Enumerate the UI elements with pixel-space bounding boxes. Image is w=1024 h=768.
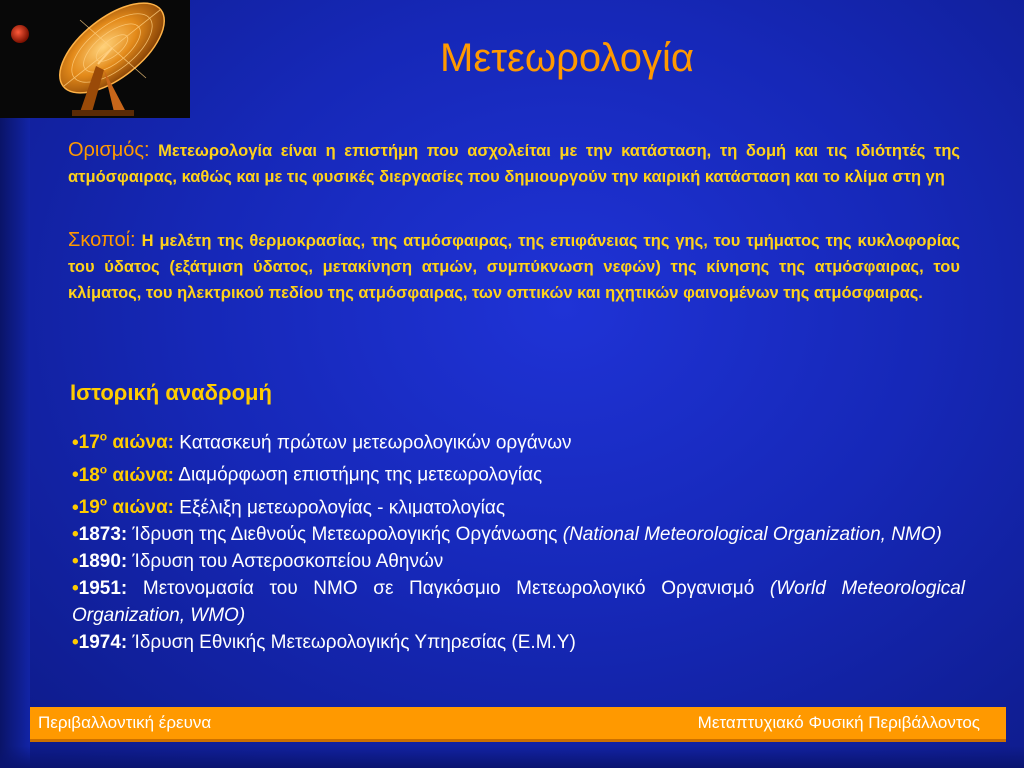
list-item-text: Εξέλιξη μετεωρολογίας - κλιματολογίας (174, 496, 506, 518)
bullet: • (72, 496, 79, 518)
list-item (72, 521, 965, 548)
bullet: • (72, 523, 79, 545)
list-item (72, 548, 965, 575)
list-item-text: Ίδρυση της Διεθνούς Μετεωρολογικής Οργάνωσης (127, 523, 563, 545)
bullet: • (72, 550, 79, 572)
century-label: $18^o$ αιώνα: (78, 462, 175, 486)
footer-left-text: Περιβαλλοντική έρευνα (38, 713, 212, 732)
history-list (72, 424, 965, 656)
definition-paragraph (68, 137, 960, 190)
aims-label: Σκοποί: (68, 229, 136, 251)
list-item-text: Ίδρυση του Αστεροσκοπείου Αθηνών (127, 550, 444, 572)
aims-paragraph (68, 227, 960, 306)
year-label: 1951: (78, 577, 128, 599)
page-title: Μετεωρολογία (440, 36, 694, 80)
list-item-text: Μετονομασία του NMO σε Παγκόσμιο Μετεωρολογικό Οργανισμό (127, 577, 770, 599)
english-name: (National Meteorological Organization, NMO) (562, 523, 942, 545)
century-label: $19^o$ αιώνα: (78, 494, 175, 518)
list-item-text: Διαμόρφωση επιστήμης της μετεωρολογίας (174, 464, 543, 486)
list-item (72, 489, 965, 521)
list-item (72, 424, 965, 456)
century-label: $17^o$ αιώνα: (78, 430, 175, 454)
definition-label: Ορισμός: (68, 139, 150, 161)
list-item (72, 629, 965, 656)
list-item-text: Ίδρυση Εθνικής Μετεωρολογικής Υπηρεσίας (Ε.Μ.Υ) (127, 631, 576, 653)
year-label: 1890: (78, 550, 128, 572)
bullet: • (72, 577, 79, 599)
history-heading: Ιστορική αναδρομή (70, 380, 272, 405)
english-name: (World Meteorological Organization, WMO) (72, 577, 965, 626)
bullet: • (72, 464, 79, 486)
bullet: • (72, 631, 79, 653)
footer-bar (30, 707, 1006, 742)
footer-right-text: Μεταπτυχιακό Φυσική Περιβάλλοντος (697, 713, 980, 732)
aims-text: Η μελέτη της θερμοκρασίας, της ατμόσφαιρας, της επιφάνειας της γης, του τμήματος της κυκλοφορίας του ύδατος (εξάτμιση ύδατος, μετακίνηση ατμών, συμπύκνωση νεφών) της κίνησης της ατμόσφαιρας, του κλίματος, του ηλεκτρικού πεδίου της ατμόσφαιρας, των οπτικών και ηχητικών φαινομένων της ατμόσφαιρας. (68, 232, 960, 302)
year-label: 1873: (78, 523, 128, 545)
list-item-text: Κατασκευή πρώτων μετεωρολογικών οργάνων (174, 432, 572, 454)
bottom-decorative-strip (0, 746, 1024, 768)
list-item (72, 575, 965, 629)
bullet: • (72, 432, 79, 454)
list-item (72, 456, 965, 488)
definition-text: Μετεωρολογία είναι η επιστήμη που ασχολείται με την κατάσταση, τη δομή και τις ιδιότητές της ατμόσφαιρας, καθώς και με τις φυσικές διεργασίες που δημιουργούν την καιρική κατάσταση και το κλίμα στη γη (68, 142, 960, 186)
year-label: 1974: (78, 631, 128, 653)
